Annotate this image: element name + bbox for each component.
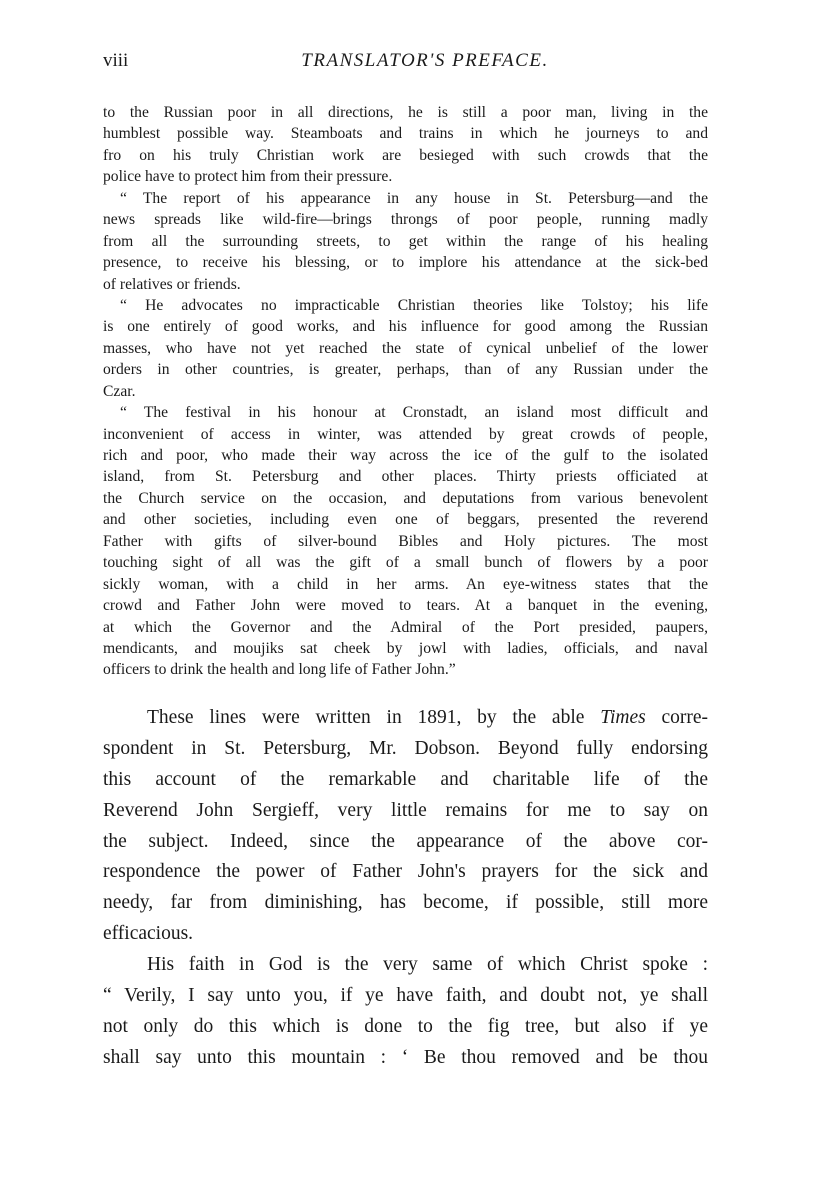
text-line: from all the surrounding streets, to get within the range of his healing [103,232,708,250]
text-line: His faith in God is the very same of which Christ spoke : [147,954,708,976]
text-line: spondent in St. Petersburg, Mr. Dobson. Beyond fully endorsing [103,737,708,759]
text-line: efficacious. [103,923,194,945]
text-line: not only do this which is done to the fig tree, but also if ye [103,1015,708,1037]
text-line: crowd and Father John were moved to tears. At a banquet in the evening, [103,597,708,615]
text-line: touching sight of all was the gift of a small bunch of flowers by a poor [103,554,708,572]
text-line: humblest possible way. Steamboats and trains in which he journeys to and [103,125,708,143]
text-line: “ Verily, I say unto you, if ye have faith, and doubt not, ye shall [103,985,708,1007]
quoted-passage [103,102,708,681]
text-segment: These lines were written in 1891, by the able [147,707,601,728]
text-segment: corre- [645,707,709,728]
text-line: “ He advocates no impracticable Christian theories like Tolstoy; his life [120,296,708,314]
text-line: needy, far from diminishing, has become, if possible, still more [103,892,708,914]
page-number: viii [103,50,129,71]
newspaper-title: Times [600,707,646,728]
text-line: officers to drink the health and long life of Father John.” [103,661,456,679]
text-line: mendicants, and moujiks sat cheek by jowl with ladies, officials, and naval [103,639,708,657]
text-line: masses, who have not yet reached the state of cynical unbelief of the lower [103,339,708,357]
text-line: is one entirely of good works, and his influence for good among the Russian [103,318,708,336]
text-line: inconvenient of access in winter, was attended by great crowds of people, [103,425,708,443]
text-line: the subject. Indeed, since the appearance of the above cor- [103,830,708,852]
text-line: orders in other countries, is greater, perhaps, than of any Russian under the [103,361,708,379]
text-line: respondence the power of Father John's prayers for the sick and [103,861,708,883]
text-line: to the Russian poor in all directions, he is still a poor man, living in the [103,104,708,121]
text-line: “ The report of his appearance in any house in St. Petersburg—and the [120,189,708,207]
text-line: Reverend John Sergieff, very little remains for me to say on [103,799,708,821]
text-line: police have to protect him from their pressure. [103,168,393,186]
text-line: and other societies, including even one of beggars, presented the reverend [103,511,708,529]
text-line: fro on his truly Christian work are besieged with such crowds that the [103,146,708,164]
text-line: presence, to receive his blessing, or to implore his attendance at the sick-bed [103,254,708,272]
running-title: TRANSLATOR'S PREFACE. [301,50,549,71]
body-text [103,703,708,1074]
text-line: “ The festival in his honour at Cronstadt, an island most difficult and [120,404,708,422]
text-line: at which the Governor and the Admiral of the Port presided, paupers, [103,618,708,636]
text-line: this account of the remarkable and charitable life of the [103,768,708,790]
text-line: of relatives or friends. [103,275,241,293]
text-line: shall say unto this mountain : ‘ Be thou removed and be thou [103,1046,708,1068]
text-line: news spreads like wild-fire—brings throngs of poor people, running madly [103,211,708,229]
text-line: Father with gifts of silver-bound Bibles and Holy pictures. The most [103,532,708,550]
text-line: Czar. [103,382,136,400]
text-line: rich and poor, who made their way across the ice of the gulf to the isolated [103,447,708,464]
text-line [103,703,708,734]
text-line: island, from St. Petersburg and other places. Thirty priests officiated at [103,468,708,486]
text-line: the Church service on the occasion, and deputations from various benevolent [103,489,708,507]
text-line: sickly woman, with a child in her arms. An eye-witness states that the [103,575,708,593]
